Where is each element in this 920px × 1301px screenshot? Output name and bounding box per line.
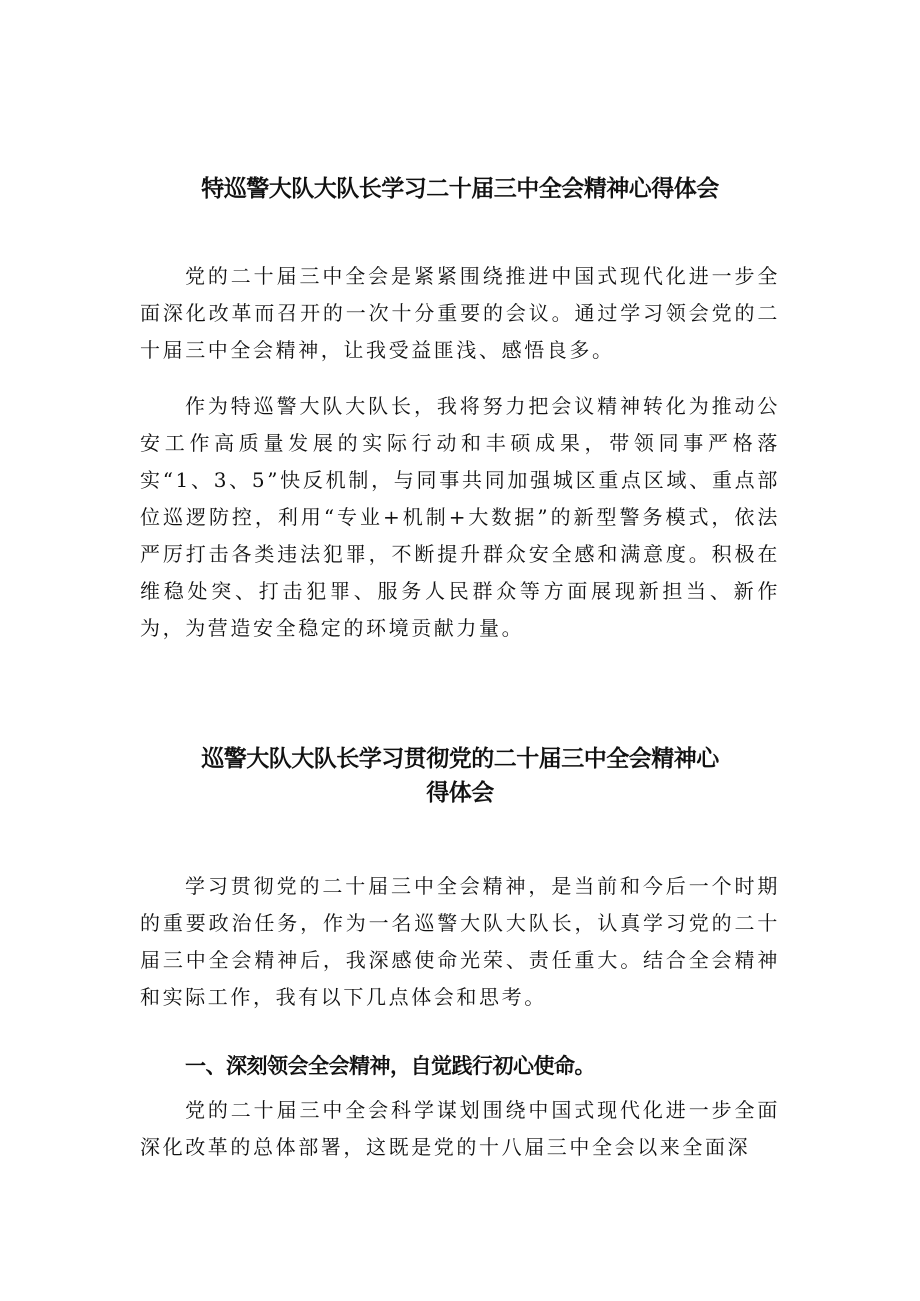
article2-title-line-1: 巡警大队大队长学习贯彻党的二十届三中全会精神心 [201,746,719,772]
article1-paragraph-2: 作为特巡警大队大队长，我将努力把会议精神转化为推动公安工作高质量发展的实际行动和丰硕成果，带领同事严格落实“1、3、5”快反机制，与同事共同加强城区重点区域、重点部位巡逻防控，利用“专业+机制+大数据”的新型警务模式，依法严厉打击各类违法犯罪，不断提升群众安全感和满意度。积极在维稳处突、打击犯罪、服务人民群众等方面展现新担当、新作为，为营造安全稳定的环境贡献力量。 [140,394,780,640]
article2-section-1-heading: 一、深刻领会全会精神，自觉践行初心使命。 [185,1054,595,1078]
article1-title: 特巡警大队大队长学习二十届三中全会精神心得体会 [201,176,719,202]
article2-title [140,742,780,810]
article2-title-line-2: 得体会 [426,780,494,806]
article2-intro-paragraph: 学习贯彻党的二十届三中全会精神，是当前和今后一个时期的重要政治任务，作为一名巡警大队大队长，认真学习党的二十届三中全会精神后，我深感使命光荣、责任重大。结合全会精神和实际工作，我有以下几点体会和思考。 [140,874,780,1009]
article1-paragraph-1: 党的二十届三中全会是紧紧围绕推进中国式现代化进一步全面深化改革而召开的一次十分重要的会议。通过学习领会党的二十届三中全会精神，让我受益匪浅、感悟良多。 [140,264,780,362]
article2-section-1-paragraph: 党的二十届三中全会科学谋划围绕中国式现代化进一步全面深化改革的总体部署，这既是党的十八届三中全会以来全面深 [140,1098,780,1159]
